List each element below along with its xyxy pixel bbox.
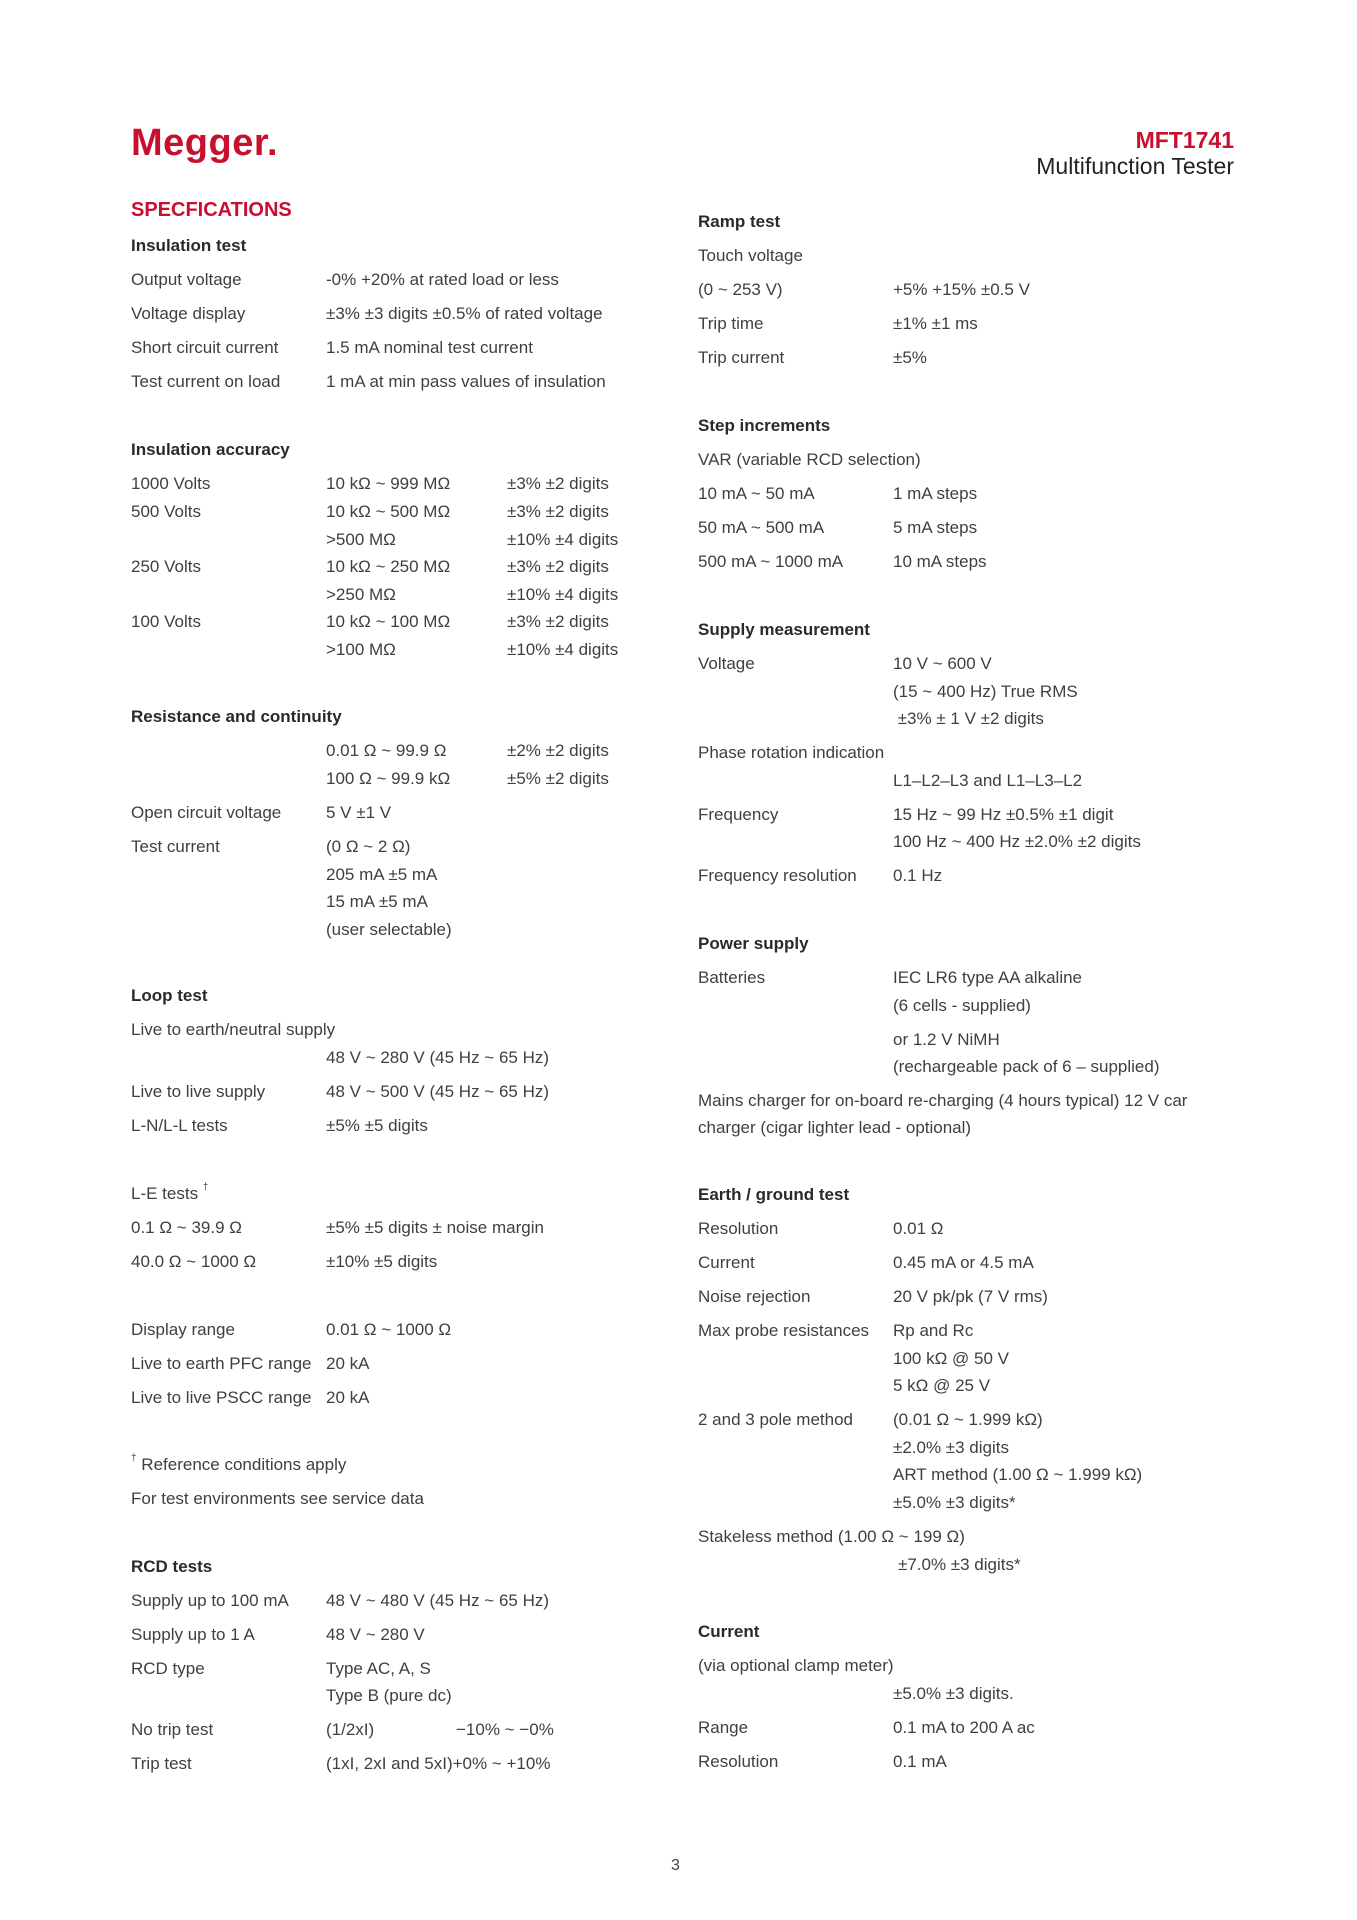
- spec-accuracy: ±5% ±2 digits: [507, 769, 609, 788]
- spec-value: ±5.0% ±3 digits.: [893, 1684, 1014, 1703]
- spec-value: 48 V ~ 480 V (45 Hz ~ 65 Hz): [326, 1591, 550, 1610]
- section-title-step-increments: Step increments: [698, 416, 831, 435]
- spec-label: 10 mA ~ 50 mA: [698, 484, 815, 503]
- spec-label: Range: [698, 1718, 749, 1737]
- spec-range: 100 Ω ~ 99.9 kΩ: [326, 769, 451, 788]
- spec-range: 0.01 Ω ~ 99.9 Ω: [326, 741, 447, 760]
- section-title-insulation-test: Insulation test: [131, 236, 247, 255]
- spec-accuracy: ±3% ±2 digits: [507, 474, 609, 493]
- spec-paragraph: Mains charger for on-board re-charging (4 hours typical) 12 V car: [698, 1091, 1188, 1110]
- spec-label: Live to earth/neutral supply: [131, 1020, 336, 1039]
- spec-value: 10 V ~ 600 V: [893, 654, 992, 673]
- spec-value: [326, 1754, 550, 1774]
- spec-value: 48 V ~ 500 V (45 Hz ~ 65 Hz): [326, 1082, 550, 1101]
- spec-accuracy: ±10% ±4 digits: [507, 585, 619, 604]
- le-tests-label: L-E tests: [131, 1184, 199, 1203]
- spec-label: Trip time: [698, 314, 764, 333]
- spec-accuracy: ±3% ±2 digits: [507, 557, 609, 576]
- spec-value: ±10% ±5 digits: [326, 1252, 438, 1271]
- spec-label: Batteries: [698, 968, 766, 987]
- section-title-power-supply: Power supply: [698, 934, 809, 953]
- spec-value: L1–L2–L3 and L1–L3–L2: [893, 771, 1083, 790]
- spec-value: (0.01 Ω ~ 1.999 kΩ): [893, 1410, 1043, 1429]
- spec-value: +5% +15% ±0.5 V: [893, 280, 1030, 299]
- spec-label: Live to live PSCC range: [131, 1388, 312, 1407]
- spec-value: ±3% ±3 digits ±0.5% of rated voltage: [326, 304, 603, 323]
- spec-label: RCD type: [131, 1659, 205, 1678]
- spec-label: 1000 Volts: [131, 474, 211, 493]
- spec-value: 20 V pk/pk (7 V rms): [893, 1287, 1048, 1306]
- spec-value: ±5%: [893, 348, 927, 367]
- spec-value: ±5% ±5 digits: [326, 1116, 428, 1135]
- spec-range: >250 MΩ: [326, 585, 396, 604]
- spec-value: 5 mA steps: [893, 518, 978, 537]
- spec-value: (1/2xI): [326, 1720, 375, 1739]
- spec-label: Noise rejection: [698, 1287, 811, 1306]
- spec-value: (6 cells - supplied): [893, 996, 1031, 1015]
- spec-value: 100 Hz ~ 400 Hz ±2.0% ±2 digits: [893, 832, 1141, 851]
- spec-label: 40.0 Ω ~ 1000 Ω: [131, 1252, 257, 1271]
- spec-label: Frequency resolution: [698, 866, 857, 885]
- spec-label: 100 Volts: [131, 612, 201, 631]
- spec-value: (user selectable): [326, 920, 452, 939]
- footnote-reference: [131, 1455, 346, 1475]
- spec-label: Current: [698, 1253, 755, 1272]
- spec-value: 0.01 Ω ~ 1000 Ω: [326, 1320, 452, 1339]
- spec-value: 48 V ~ 280 V (45 Hz ~ 65 Hz): [326, 1048, 550, 1067]
- footnote-environments: For test environments see service data: [131, 1489, 424, 1508]
- spec-value: Type AC, A, S: [326, 1659, 431, 1678]
- spec-value: ±2.0% ±3 digits: [893, 1438, 1009, 1457]
- spec-label: 0.1 Ω ~ 39.9 Ω: [131, 1218, 242, 1237]
- spec-value: 0.1 mA: [893, 1752, 947, 1771]
- spec-value: 5 kΩ @ 25 V: [893, 1376, 991, 1395]
- spec-value: or 1.2 V NiMH: [893, 1030, 1000, 1049]
- spec-accuracy: ±3% ±2 digits: [507, 502, 609, 521]
- dagger-mark: †: [202, 1182, 209, 1193]
- spec-label: Resolution: [698, 1219, 779, 1238]
- trip-multiplier: (1xI, 2xI and 5xI): [326, 1754, 453, 1773]
- spec-paragraph: charger (cigar lighter lead - optional): [698, 1118, 972, 1137]
- spec-label: Voltage: [698, 654, 755, 673]
- spec-range: 10 kΩ ~ 250 MΩ: [326, 557, 451, 576]
- spec-label: Voltage display: [131, 304, 246, 323]
- spec-label: No trip test: [131, 1720, 214, 1739]
- spec-value: ±1% ±1 ms: [893, 314, 978, 333]
- spec-label: 250 Volts: [131, 557, 201, 576]
- spec-range: 10 kΩ ~ 999 MΩ: [326, 474, 451, 493]
- spec-value: 15 Hz ~ 99 Hz ±0.5% ±1 digit: [893, 805, 1114, 824]
- spec-label: Output voltage: [131, 270, 242, 289]
- spec-value: 205 mA ±5 mA: [326, 865, 438, 884]
- spec-range: >100 MΩ: [326, 640, 396, 659]
- spec-label: Touch voltage: [698, 246, 803, 265]
- spec-value: 0.01 Ω: [893, 1219, 944, 1238]
- spec-label: Max probe resistances: [698, 1321, 870, 1340]
- spec-label: 500 Volts: [131, 502, 201, 521]
- section-title-current: Current: [698, 1622, 760, 1641]
- section-title-insulation-accuracy: Insulation accuracy: [131, 440, 290, 459]
- spec-value: ±5.0% ±3 digits*: [893, 1493, 1016, 1512]
- spec-label: (via optional clamp meter): [698, 1656, 894, 1675]
- spec-range: 10 kΩ ~ 500 MΩ: [326, 502, 451, 521]
- spec-label: Live to earth PFC range: [131, 1354, 312, 1373]
- spec-label: Open circuit voltage: [131, 803, 282, 822]
- spec-value: 48 V ~ 280 V: [326, 1625, 425, 1644]
- spec-value: Type B (pure dc): [326, 1686, 452, 1705]
- section-title-supply-measurement: Supply measurement: [698, 620, 870, 639]
- page-heading: SPECFICATIONS: [131, 199, 292, 221]
- trip-value: +0% ~ +10%: [452, 1754, 551, 1773]
- footnote-text: Reference conditions apply: [141, 1455, 347, 1474]
- spec-value: 1 mA steps: [893, 484, 978, 503]
- spec-label: Resolution: [698, 1752, 779, 1771]
- spec-value: 5 V ±1 V: [326, 803, 392, 822]
- section-title-resistance: Resistance and continuity: [131, 707, 342, 726]
- spec-label: Supply up to 100 mA: [131, 1591, 289, 1610]
- spec-value: 1.5 mA nominal test current: [326, 338, 533, 357]
- spec-value: (0 Ω ~ 2 Ω): [326, 837, 411, 856]
- page-number: 3: [671, 1857, 680, 1874]
- megger-logo: Megger.: [131, 122, 279, 164]
- spec-label: (0 ~ 253 V): [698, 280, 783, 299]
- spec-label: Short circuit current: [131, 338, 279, 357]
- spec-value: IEC LR6 type AA alkaline: [893, 968, 1083, 987]
- spec-accuracy: ±3% ±2 digits: [507, 612, 609, 631]
- spec-value: (rechargeable pack of 6 – supplied): [893, 1057, 1160, 1076]
- spec-label: Test current: [131, 837, 220, 856]
- spec-value: Rp and Rc: [893, 1321, 974, 1340]
- spec-value: 10 mA steps: [893, 552, 987, 571]
- spec-accuracy: ±10% ±4 digits: [507, 530, 619, 549]
- spec-label: 50 mA ~ 500 mA: [698, 518, 825, 537]
- spec-label: 500 mA ~ 1000 mA: [698, 552, 844, 571]
- dagger-mark: †: [131, 1453, 137, 1464]
- spec-label: [131, 1184, 208, 1204]
- section-title-rcd-tests: RCD tests: [131, 1557, 213, 1576]
- spec-value: 0.45 mA or 4.5 mA: [893, 1253, 1034, 1272]
- spec-label: Trip test: [131, 1754, 192, 1773]
- product-subtitle: Multifunction Tester: [1036, 153, 1234, 179]
- spec-label: VAR (variable RCD selection): [698, 450, 921, 469]
- spec-label: Trip current: [698, 348, 785, 367]
- section-title-ramp-test: Ramp test: [698, 212, 781, 231]
- spec-value: 0.1 mA to 200 A ac: [893, 1718, 1035, 1737]
- spec-label: Display range: [131, 1320, 235, 1339]
- section-title-loop-test: Loop test: [131, 986, 208, 1005]
- spec-value: 15 mA ±5 mA: [326, 892, 428, 911]
- spec-value: ±3% ± 1 V ±2 digits: [893, 709, 1044, 728]
- spec-value: -0% +20% at rated load or less: [326, 270, 559, 289]
- spec-range: >500 MΩ: [326, 530, 396, 549]
- spec-label: Live to live supply: [131, 1082, 266, 1101]
- spec-label: Stakeless method (1.00 Ω ~ 199 Ω): [698, 1527, 965, 1546]
- spec-value: −10% ~ −0%: [456, 1720, 554, 1739]
- spec-accuracy: ±10% ±4 digits: [507, 640, 619, 659]
- spec-value: 20 kA: [326, 1388, 370, 1407]
- spec-range: 10 kΩ ~ 100 MΩ: [326, 612, 451, 631]
- spec-value: 100 kΩ @ 50 V: [893, 1349, 1009, 1368]
- spec-label: Test current on load: [131, 372, 281, 391]
- spec-value: (15 ~ 400 Hz) True RMS: [893, 682, 1078, 701]
- spec-value: 0.1 Hz: [893, 866, 943, 885]
- spec-value: ±5% ±5 digits ± noise margin: [326, 1218, 544, 1237]
- model-name: MFT1741: [1135, 127, 1234, 153]
- spec-label: 2 and 3 pole method: [698, 1410, 854, 1429]
- spec-label: Frequency: [698, 805, 779, 824]
- spec-value: ART method (1.00 Ω ~ 1.999 kΩ): [893, 1465, 1143, 1484]
- spec-label: L-N/L-L tests: [131, 1116, 228, 1135]
- spec-value: 20 kA: [326, 1354, 370, 1373]
- spec-value: ±7.0% ±3 digits*: [898, 1555, 1021, 1574]
- spec-label: Supply up to 1 A: [131, 1625, 255, 1644]
- section-title-earth-test: Earth / ground test: [698, 1185, 850, 1204]
- spec-value: 1 mA at min pass values of insulation: [326, 372, 606, 391]
- spec-accuracy: ±2% ±2 digits: [507, 741, 609, 760]
- spec-label: Phase rotation indication: [698, 743, 885, 762]
